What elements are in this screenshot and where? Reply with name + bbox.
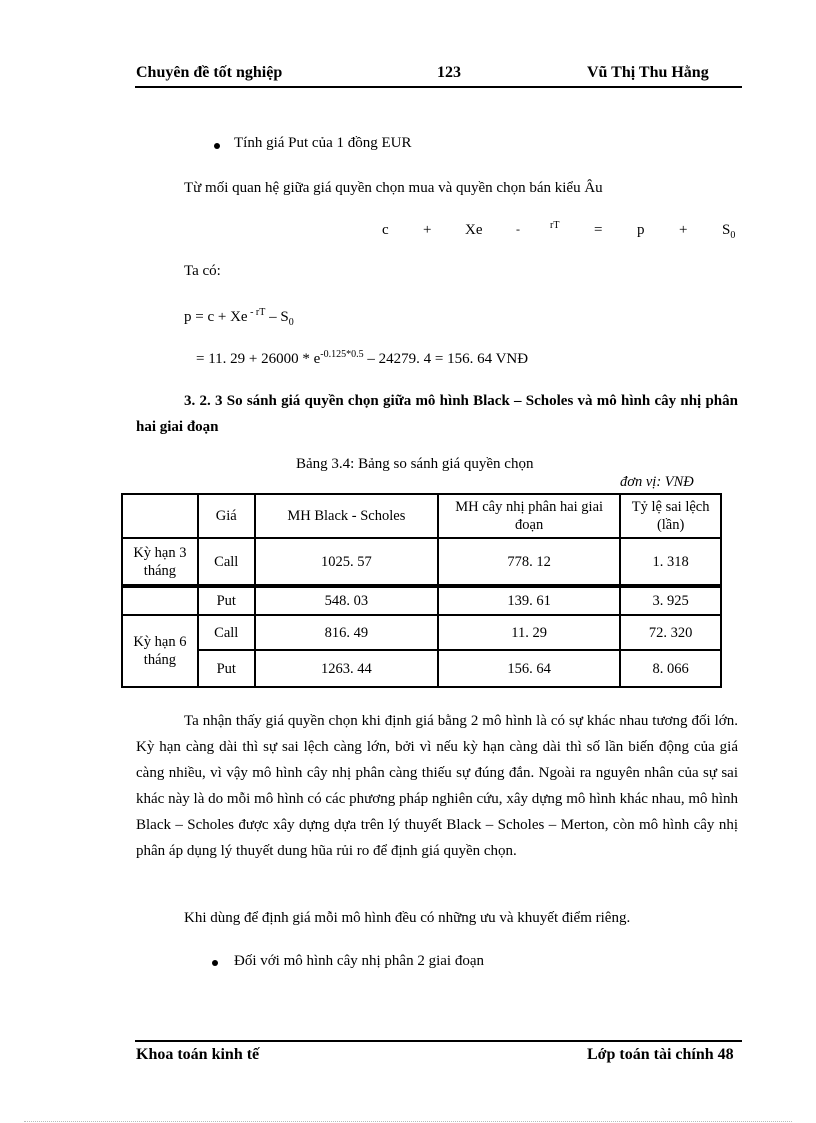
tree-cell: 156. 64 xyxy=(438,650,620,687)
table-caption: Bảng 3.4: Bảng so sánh giá quyền chọn xyxy=(296,456,534,472)
term-cell: Kỳ hạn 6 tháng xyxy=(122,615,198,687)
formula-put-value: = 11. $29 + 26000 * e^{-0.125*0.5} - 24279$. 4 = 156. 64 VNĐ xyxy=(196,349,529,367)
formula-put: p = c + Xe $^{- rT} - S_0$ xyxy=(184,307,294,328)
ta-co-label: Ta có: xyxy=(184,263,221,279)
parity-p: p xyxy=(637,222,645,238)
parity-s: $S_0$ xyxy=(722,222,736,241)
table-row xyxy=(122,650,721,687)
term-cell xyxy=(122,585,198,615)
header-rule xyxy=(135,86,742,88)
bullet-icon xyxy=(212,960,218,966)
parity-xe: Xe xyxy=(465,222,483,238)
bullet-binomial-model: Đối với mô hình cây nhị phân 2 giai đoạn xyxy=(234,953,484,969)
analysis-paragraph: Ta nhận thấy giá quyền chọn khi định giá bằng 2 mô hình là có sự khác nhau tương đối lớn. Kỳ hạn càng dài thì sự sai lệch càng lớn, bởi vì nếu kỳ hạn càng dài thì số lần biến động của giá càng nhiều, vì vậy mô hình cây nhị phân càng thiếu sự đúng đắn. Ngoài ra nguyên nhân của sự sai khác này là do mỗi mô hình có các phương pháp nghiên cứu, xây dựng mô hình khác nhau, mô hình Black – Scholes được xây dựng dựa trên lý thuyết Black – Scholes – Merton, còn mô hình cây nhị phân áp dụng lý thuyết dung hũa rủi ro để định giá quyền chọn. xyxy=(136,713,738,859)
header-cell xyxy=(122,494,198,538)
header-cell: MH Black - Scholes xyxy=(255,494,438,538)
parity-equals: = xyxy=(594,222,603,238)
section-heading: 3. 2. 3 So sánh giá quyền chọn giữa mô hình Black – Scholes và mô hình cây nhị phân hai giai đoạn xyxy=(136,393,738,435)
footer-rule xyxy=(135,1040,742,1042)
parity-exponent: rT xyxy=(550,220,560,231)
header-cell: MH cây nhị phân hai giai đoạn xyxy=(438,494,620,538)
table-unit: đơn vị: VNĐ xyxy=(620,474,694,490)
tree-cell: 139. 61 xyxy=(438,585,620,615)
parity-plus-2: + xyxy=(679,222,688,238)
bs-cell: 548. 03 xyxy=(255,585,438,615)
parity-minus: - xyxy=(516,222,520,236)
page-number: 123 xyxy=(437,64,461,81)
table-row xyxy=(122,615,721,650)
footer-left: Khoa toán kinh tế xyxy=(136,1046,260,1063)
table-row xyxy=(122,538,721,585)
tree-cell: 11. 29 xyxy=(438,615,620,650)
term-cell: Kỳ hạn 3 tháng xyxy=(122,538,198,585)
bullet-put-price: Tính giá Put của 1 đồng EUR xyxy=(234,135,412,151)
ratio-cell: 72. 320 xyxy=(620,615,721,650)
intro-sentence: Từ mối quan hệ giữa giá quyền chọn mua và quyền chọn bán kiểu Âu xyxy=(184,180,603,196)
ratio-cell: 1. 318 xyxy=(620,538,721,585)
type-cell: Put xyxy=(198,650,255,687)
type-cell: Call xyxy=(198,538,255,585)
comparison-table xyxy=(121,493,722,688)
header-left: Chuyên đề tốt nghiệp xyxy=(136,64,283,81)
ratio-cell: 3. 925 xyxy=(620,585,721,615)
tree-cell: 778. 12 xyxy=(438,538,620,585)
page-edge-divider xyxy=(24,1121,792,1122)
type-cell: Call xyxy=(198,615,255,650)
type-cell: Put xyxy=(198,585,255,615)
parity-c: c xyxy=(382,222,389,238)
bullet-icon xyxy=(214,143,220,149)
table-row xyxy=(122,585,721,615)
table-header-row xyxy=(122,494,721,538)
bs-cell: 1263. 44 xyxy=(255,650,438,687)
header-right: Vũ Thị Thu Hằng xyxy=(587,64,709,81)
pros-cons-sentence: Khi dùng để định giá mỗi mô hình đều có những ưu và khuyết điểm riêng. xyxy=(184,910,631,926)
footer-right: Lớp toán tài chính 48 xyxy=(587,1046,734,1063)
bs-cell: 816. 49 xyxy=(255,615,438,650)
header-cell: Giá xyxy=(198,494,255,538)
bs-cell: 1025. 57 xyxy=(255,538,438,585)
parity-plus: + xyxy=(423,222,432,238)
ratio-cell: 8. 066 xyxy=(620,650,721,687)
header-cell: Tỷ lệ sai lệch (lần) xyxy=(620,494,721,538)
